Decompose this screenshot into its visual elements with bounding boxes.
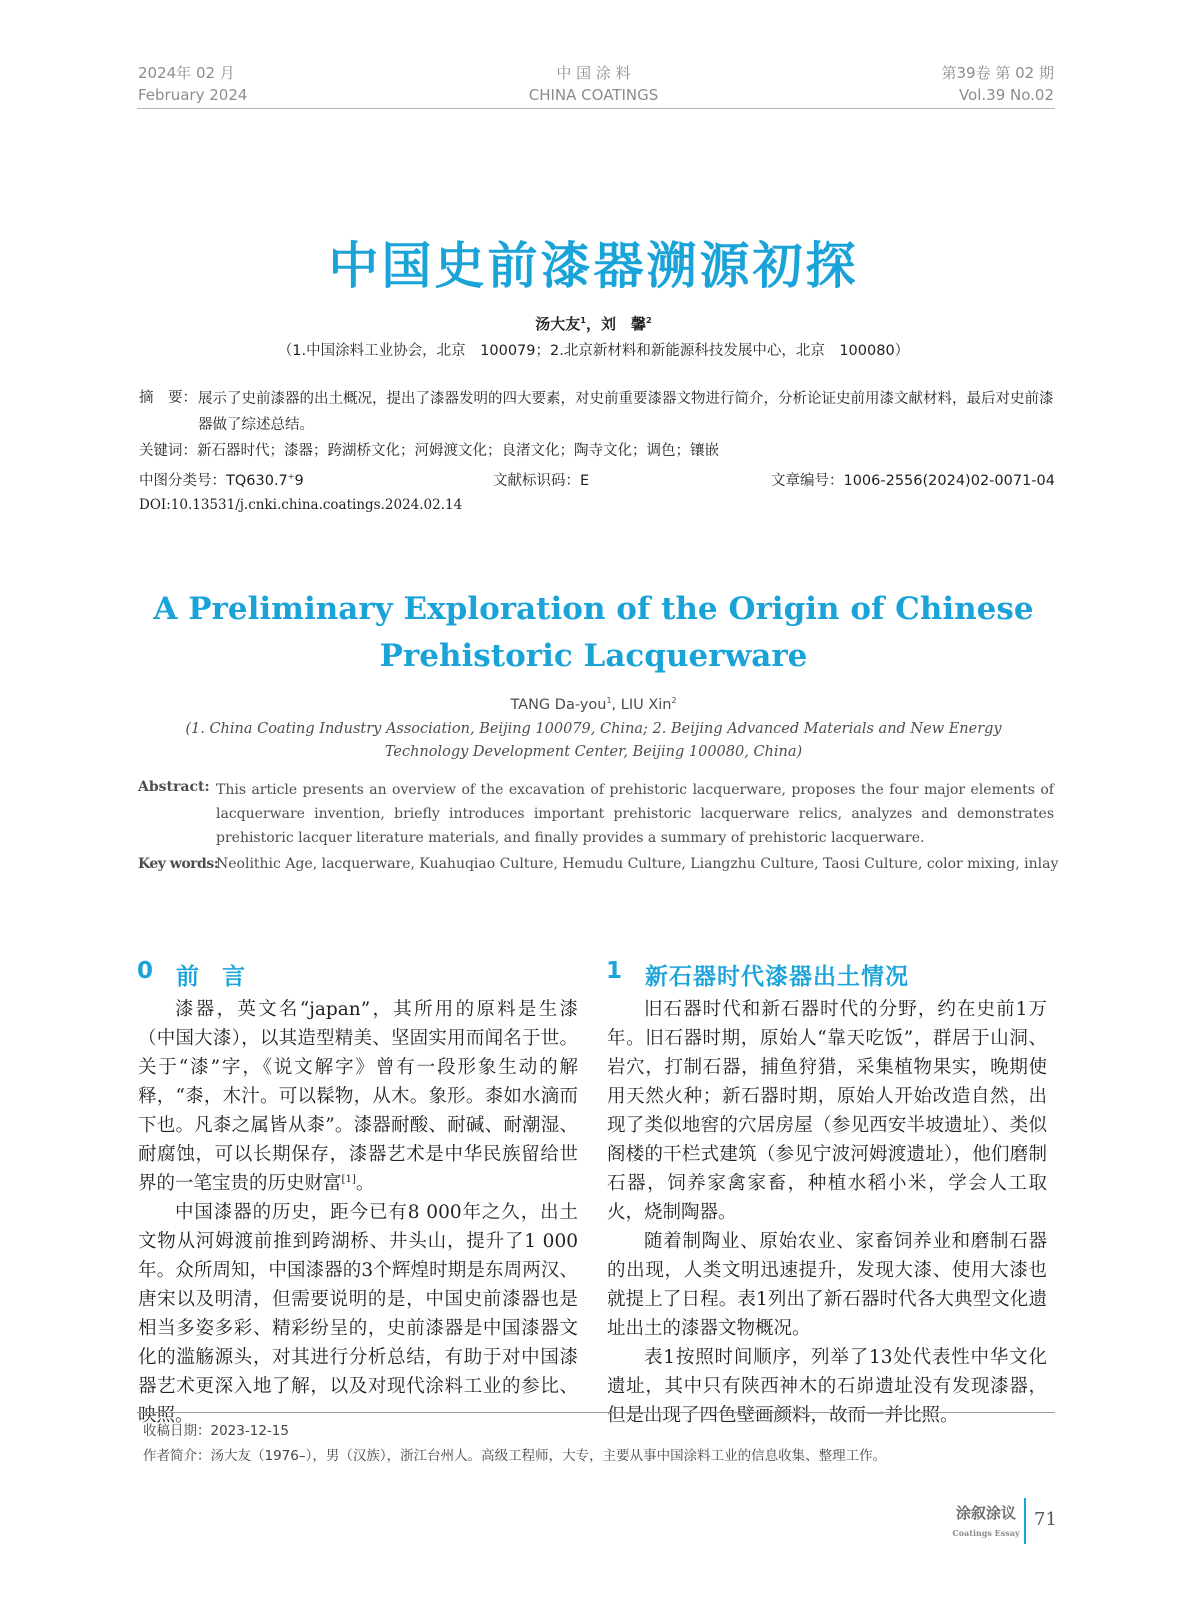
keywords-en-label: Key words: [138,856,219,872]
received-date: 收稿日期：2023-12-15 [143,1423,289,1439]
volume-en: Vol.39 No.02 [958,86,1054,104]
authors-en [0,697,1187,713]
footnote-divider [137,1412,1055,1413]
left-column [138,995,578,1430]
author-en-1: TANG Da-you [510,697,607,713]
section-1-paragraph-2: 随着制陶业、原始农业、家畜饲养业和磨制石器的出现，人类文明迅速提升，发现大漆、使用大漆也就提上了日程。表1列出了新石器时代各大典型文化遗址出土的漆器文物概况。 [607,1231,1047,1339]
abstract-en-label: Abstract: [138,779,210,795]
section-1-paragraph-1: 旧石器时代和新石器时代的分野，约在史前1万年。旧石器时期，原始人“靠天吃饭”，群居于山洞、岩穴，打制石器，捕鱼狩猎，采集植物果实，晚期使用天然火种；新石器时期，原始人开始改造自然，出现了类似地窖的穴居房屋（参见西安半坡遗址）、类似阁楼的干栏式建筑（参见宁波河姆渡遗址），他们磨制石器，饲养家禽家畜，种植水稻小米，学会人工取火，烧制陶器。 [607,999,1047,1223]
author-bio: 作者简介：汤大友（1976–），男（汉族），浙江台州人。高级工程师，大专，主要从事中国涂料工业的信息收集、整理工作。 [143,1448,887,1464]
issue-date-en: February 2024 [138,86,248,104]
author-separator: ， [585,315,601,333]
abstract-cn-label: 摘 要： [139,390,197,406]
title-cn: 中国史前漆器溯源初探 [328,237,859,295]
volume-cn: 第39卷 第 02 期 [941,64,1054,82]
author-1-mark: 1 [580,315,586,325]
section-0-title: 前言 [176,964,268,990]
authors-cn [0,313,1187,334]
author-en-1-mark: 1 [606,696,612,706]
title-en-line-2: Prehistoric Lacquerware [379,638,808,674]
section-0-paragraph-1 [138,995,578,1198]
author-en-2-mark: 2 [671,696,677,706]
author-1: 汤大友 [535,315,581,333]
clc-tail: 9 [294,473,304,489]
title-en-line-1: A Preliminary Exploration of the Origin of Chinese [153,591,1034,627]
keywords-en-text: Neolithic Age, lacquerware, Kuahuqiao Culture, Hemudu Culture, Liangzhu Culture, Taosi Culture, color mixing, inlay [216,856,1059,872]
section-1-title: 新石器时代漆器出土情况 [645,964,909,990]
title-en [0,586,1187,680]
header-right [942,62,1054,106]
journal-name-en: CHINA COATINGS [528,86,659,104]
document-code: 文献标识码：E [493,473,590,489]
clc-number [139,469,304,490]
paragraph-end: 。 [355,1173,375,1194]
abstract-cn-text: 展示了史前漆器的出土概况，提出了漆器发明的四大要素，对史前重要漆器文物进行简介，分析论证史前用漆文献材料，最后对史前漆器做了综述总结。 [198,391,1054,433]
author-2-mark: 2 [646,315,652,325]
page-number-bar [1024,1498,1026,1544]
column-name-en: Coatings Essay [952,1528,1020,1538]
affiliation-cn: （1.中国涂料工业协会，北京 100079；2.北京新材料和新能源科技发展中心，北京 100080） [277,343,910,359]
journal-name-cn: 中 国 涂 料 [556,64,631,82]
clc-sup: + [287,472,295,482]
citation-ref: [1] [341,1173,356,1185]
author-2: 刘 馨 [601,315,647,333]
doi: DOI:10.13531/j.cnki.china.coatings.2024.02.14 [139,497,463,513]
column-name-cn: 涂叙涂议 [955,1504,1016,1522]
header-divider [137,108,1055,109]
page-number: 71 [1034,1509,1057,1530]
article-number: 文章编号：1006-2556(2024)02-0071-04 [770,473,1055,489]
affiliation-en: (1. China Coating Industry Association, Beijing 100079, China; 2. Beijing Advanced Materials and New Energy Technology Development Center, Beijing 100080, China) [185,721,1002,760]
section-1-paragraph-3: 表1按照时间顺序，列举了13处代表性中华文化遗址，其中只有陕西神木的石峁遗址没有发现漆器，但是出现了四色壁画颜料，故而一并比照。 [607,1347,1047,1426]
paragraph-text: 漆器，英文名“japan”，其所用的原料是生漆（中国大漆），以其造型精美、坚固实用而闻名于世。关于“漆”字，《说文解字》曾有一段形象生动的解释，“桼，木汁。可以髹物，从木。象形。桼如水滴而下也。凡桼之属皆从桼”。漆器耐酸、耐碱、耐潮湿、耐腐蚀，可以长期保存，漆器艺术是中华民族留给世界的一笔宝贵的历史财富 [138,999,578,1194]
right-column [607,995,1047,1430]
section-0-number: 0 [137,958,154,984]
issue-date-cn: 2024年 02 月 [138,64,235,82]
abstract-en-text: This article presents an overview of the excavation of prehistoric lacquerware, proposes the four major elements of lacquerware invention, briefly introduces important prehistoric lacquerware relics, analyzes and demonstrates prehistoric lacquer literature materials, and finally provides a summary of prehistoric lacquerware. [216,782,1054,846]
keywords-cn: 关键词：新石器时代；漆器；跨湖桥文化；河姆渡文化；良渚文化；陶寺文化；调色；镶嵌 [139,443,719,459]
clc-text: 中图分类号：TQ630.7 [139,473,288,489]
section-1-number: 1 [606,958,623,984]
author-en-2: LIU Xin [620,697,672,713]
author-en-separator: , [611,697,621,713]
section-0-paragraph-2: 中国漆器的历史，距今已有8 000年之久，出土文物从河姆渡前推到跨湖桥、井头山，提升了1 000年。众所周知，中国漆器的3个辉煌时期是东周两汉、唐宋以及明清，但需要说明的是，中国史前漆器也是相当多姿多彩、精彩纷呈的，史前漆器是中国漆器文化的滥觞源头，对其进行分析总结，有助于对中国漆器艺术更深入地了解，以及对现代涂料工业的参比、映照。 [138,1202,578,1426]
